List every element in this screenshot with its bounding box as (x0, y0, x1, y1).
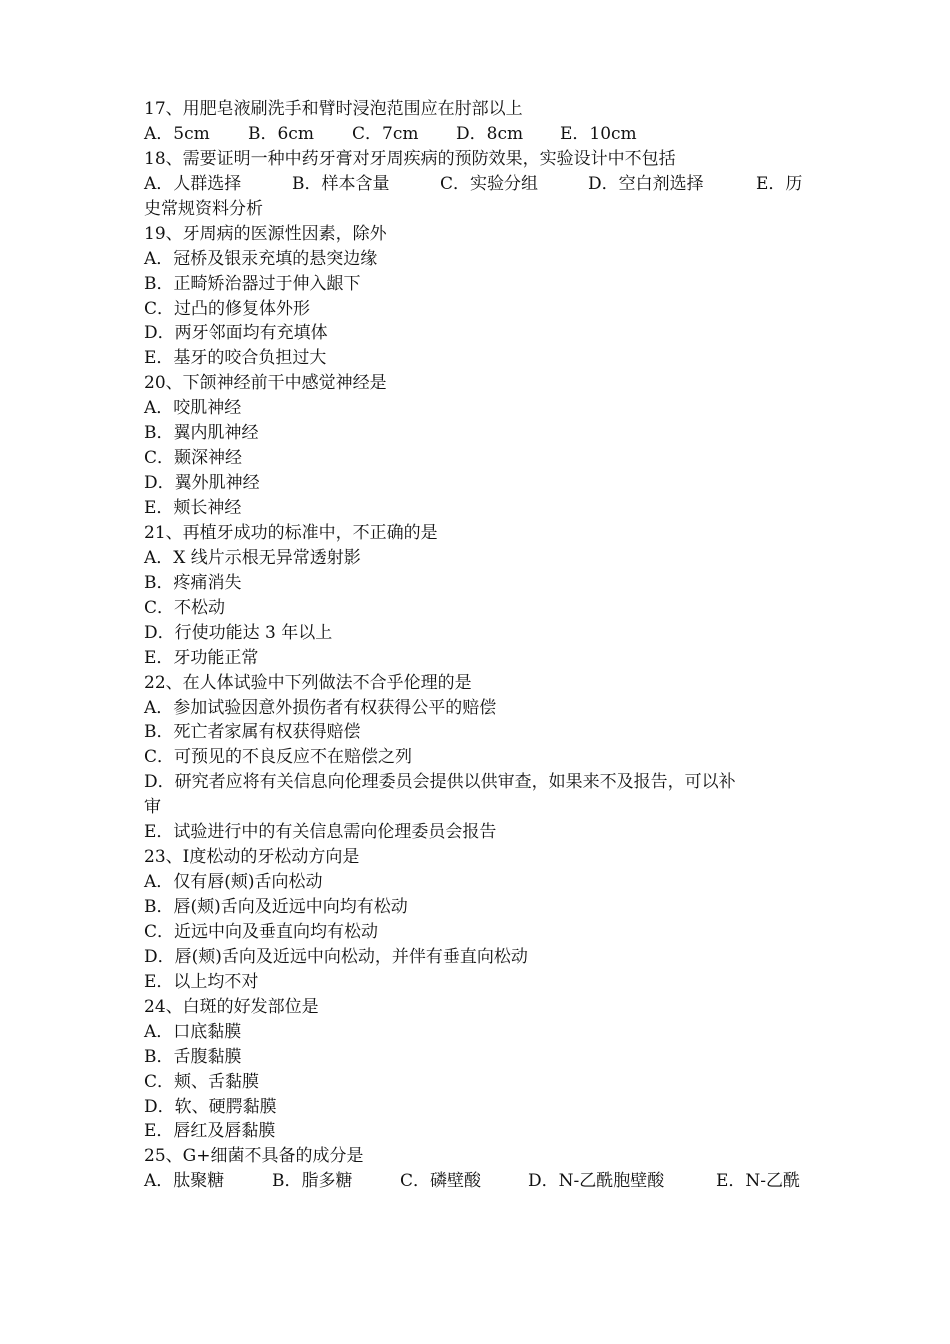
option: E．颊长神经 (144, 498, 242, 518)
question-list (144, 97, 810, 1194)
question-stem: 22、在人体试验中下列做法不合乎伦理的是 (144, 672, 472, 693)
question-stem: 23、Ⅰ度松动的牙松动方向是 (144, 847, 360, 868)
inline-options (144, 122, 810, 147)
option: D．翼外肌神经 (144, 473, 260, 494)
option: C．不松动 (144, 597, 226, 618)
option: C．过凸的修复体外形 (144, 298, 311, 319)
question-stem: 20、下颌神经前干中感觉神经是 (144, 373, 387, 394)
option: D．唇(颊)舌向及近远中向松动，并伴有垂直向松动 (144, 946, 528, 967)
option: C．实验分组 (440, 173, 539, 194)
option: A．X 线片示根无异常透射影 (144, 547, 361, 568)
option: D．行使功能达 3 年以上 (144, 622, 333, 643)
option: A．仅有唇(颊)舌向松动 (144, 872, 323, 893)
option: D．软、硬腭黏膜 (144, 1096, 277, 1117)
option: B．死亡者家属有权获得赔偿 (144, 722, 361, 743)
option: B．唇(颊)舌向及近远中向均有松动 (144, 897, 408, 917)
option: A．参加试验因意外损伤者有权获得公平的赔偿 (144, 697, 497, 718)
option: E．N-乙酰 (716, 1171, 801, 1192)
option: B．翼内肌神经 (144, 423, 259, 444)
option: E．以上均不对 (144, 971, 259, 992)
option: B．疼痛消失 (144, 572, 242, 593)
option: D．8cm (456, 123, 524, 144)
option: C．颞深神经 (144, 448, 243, 469)
option: A．肽聚糖 (144, 1171, 225, 1192)
option: A．咬肌神经 (144, 398, 242, 419)
question-stem: 24、白斑的好发部位是 (144, 996, 319, 1017)
inline-options (144, 1169, 810, 1194)
option: D．两牙邻面均有充填体 (144, 323, 328, 344)
question-stem: 17、用肥皂液刷洗手和臂时浸泡范围应在肘部以上 (144, 99, 523, 119)
option: E．试验进行中的有关信息需向伦理委员会报告 (144, 822, 497, 843)
option: B．6cm (248, 123, 314, 144)
question-stem: 21、再植牙成功的标准中，不正确的是 (144, 522, 438, 543)
option: D．空白剂选择 (588, 173, 704, 194)
option: A．5cm (144, 123, 210, 144)
option: E．基牙的咬合负担过大 (144, 348, 327, 369)
option: C．磷壁酸 (400, 1171, 482, 1192)
inline-options (144, 172, 810, 197)
question-stem: 18、需要证明一种中药牙膏对牙周疾病的预防效果，实验设计中不包括 (144, 148, 676, 169)
option: E．10cm (560, 123, 637, 144)
option: C．近远中向及垂直向均有松动 (144, 921, 379, 942)
option-continuation: 史常规资料分析 (144, 198, 263, 219)
option: E．唇红及唇黏膜 (144, 1121, 276, 1142)
option: B．舌腹黏膜 (144, 1046, 242, 1067)
option-continuation: 审 (144, 797, 161, 818)
option: C．可预见的不良反应不在赔偿之列 (144, 747, 413, 768)
option: B．样本含量 (292, 173, 390, 194)
question-stem: 19、牙周病的医源性因素，除外 (144, 223, 387, 244)
option: D．研究者应将有关信息向伦理委员会提供以供审查，如果来不及报告，可以补 (144, 772, 736, 793)
option: A．口底黏膜 (144, 1021, 242, 1042)
option: A．人群选择 (144, 173, 242, 194)
option: C．颊、舌黏膜 (144, 1071, 260, 1092)
question-stem: 25、G+细菌不具备的成分是 (144, 1146, 364, 1167)
option: B．脂多糖 (272, 1171, 353, 1192)
option: C．7cm (352, 123, 419, 144)
option: D．N-乙酰胞壁酸 (528, 1171, 665, 1192)
option: A．冠桥及银汞充填的悬突边缘 (144, 248, 378, 269)
option: E．历 (756, 173, 803, 194)
option: E．牙功能正常 (144, 647, 259, 668)
option: B．正畸矫治器过于伸入龈下 (144, 273, 361, 294)
